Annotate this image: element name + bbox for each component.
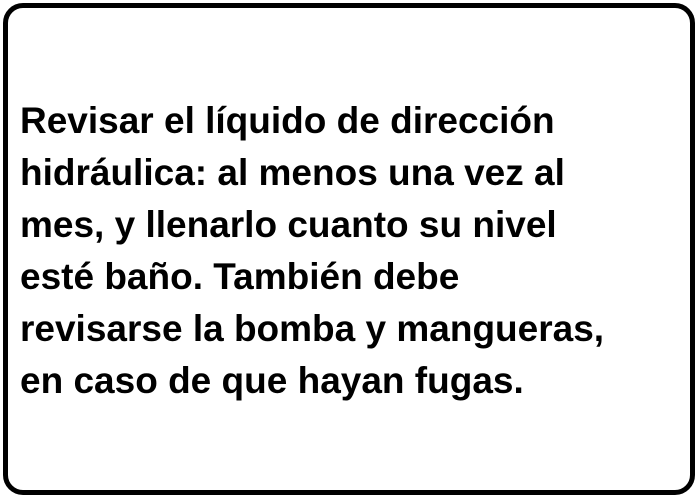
text-line: mes, y llenarlo cuanto su nivel (20, 204, 557, 245)
text-line: Revisar el líquido de dirección (20, 100, 555, 141)
text-line: en caso de que hayan fugas. (20, 360, 524, 401)
text-line: hidráulica: al menos una vez al (20, 152, 565, 193)
text-card (3, 3, 695, 495)
card-text (20, 95, 680, 407)
text-line: revisarse la bomba y mangueras, (20, 308, 605, 349)
text-line: esté baño. También debe (20, 256, 460, 297)
